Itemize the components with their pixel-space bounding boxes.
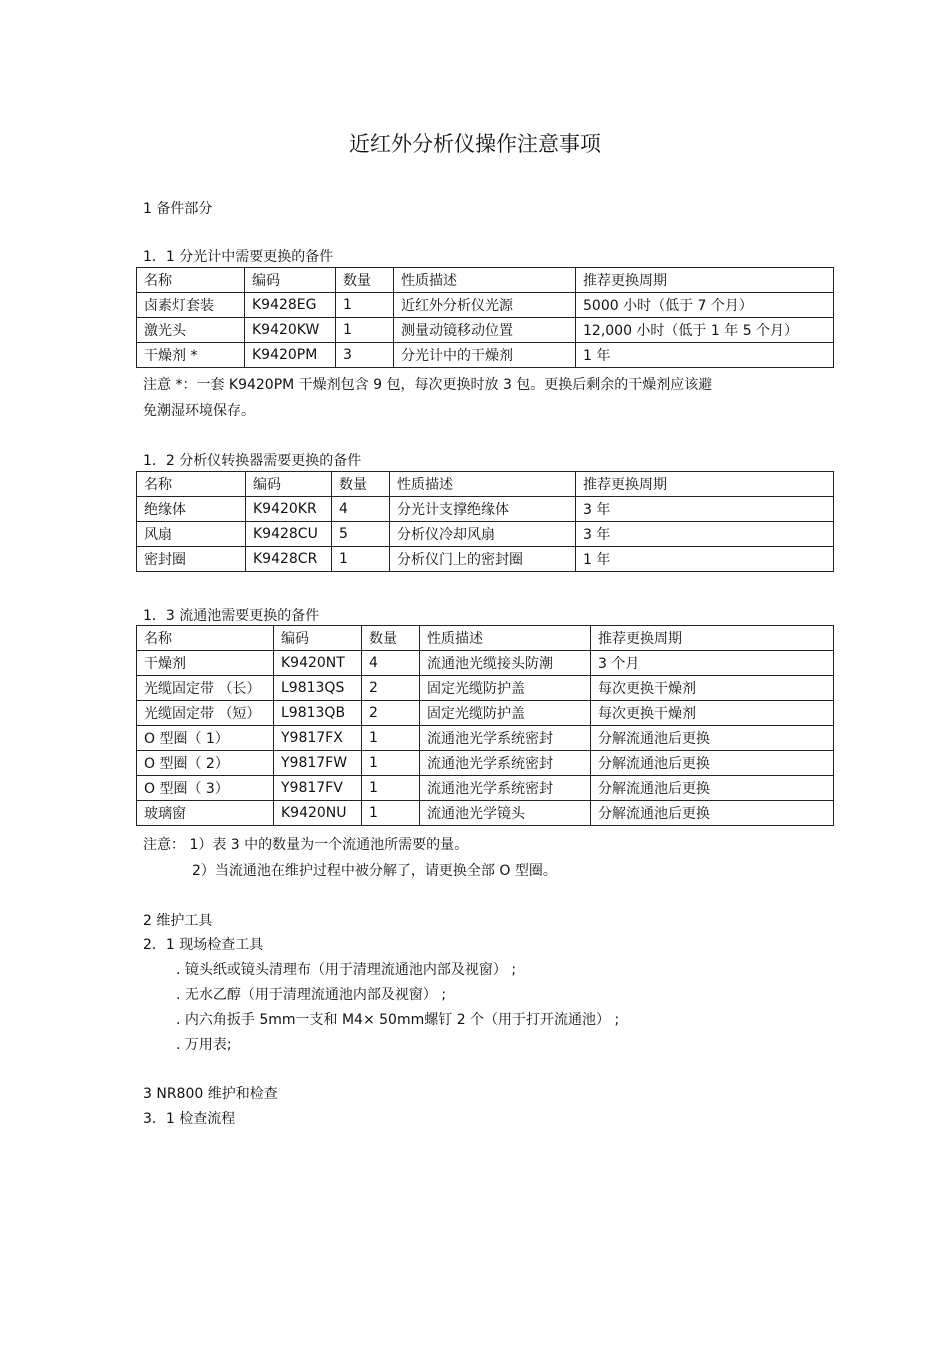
table-cell: 1 年	[576, 343, 834, 368]
table-cell: K9420NT	[274, 651, 362, 676]
table-header-cell: 名称	[137, 626, 274, 651]
table-cell: O 型圈（ 2）	[137, 751, 274, 776]
table-cell: 流通池光缆接头防潮	[420, 651, 591, 676]
section-2-1-heading: 2．1 现场检查工具	[143, 937, 264, 953]
table-cell: 3 年	[576, 497, 834, 522]
table-cell: 风扇	[137, 522, 246, 547]
table-header-cell: 推荐更换周期	[576, 268, 834, 293]
section-1-2-heading: 1．2 分析仪转换器需要更换的备件	[143, 453, 362, 469]
table-cell: 干燥剂 *	[137, 343, 245, 368]
table-cell: 3 年	[576, 522, 834, 547]
table-cell: O 型圈（ 3）	[137, 776, 274, 801]
table-cell: 玻璃窗	[137, 801, 274, 826]
table-cell: 分光计支撑绝缘体	[390, 497, 576, 522]
table-header-cell: 编码	[274, 626, 362, 651]
table-row	[137, 522, 834, 547]
table-cell: K9420NU	[274, 801, 362, 826]
table-cell: 分解流通池后更换	[591, 751, 834, 776]
table-cell: O 型圈（ 1）	[137, 726, 274, 751]
table-cell: L9813QB	[274, 701, 362, 726]
table-header-cell: 性质描述	[394, 268, 576, 293]
table-1-note-continued: 免潮湿环境保存。	[143, 403, 255, 419]
table-cell: L9813QS	[274, 676, 362, 701]
tool-item: . 内六角扳手 5mm一支和 M4× 50mm螺钉 2 个（用于打开流通池） ;	[176, 1012, 620, 1028]
table-cell: K9420KR	[246, 497, 332, 522]
table-header-cell: 名称	[137, 268, 245, 293]
section-1-1-heading: 1．1 分光计中需要更换的备件	[143, 249, 334, 265]
table-cell: 固定光缆防护盖	[420, 676, 591, 701]
table-row	[137, 776, 834, 801]
table-cell: 12,000 小时（低于 1 年 5 个月）	[576, 318, 834, 343]
table-row	[137, 497, 834, 522]
table-header-cell: 数量	[362, 626, 420, 651]
table-cell: 绝缘体	[137, 497, 246, 522]
table-row	[137, 651, 834, 676]
table-row	[137, 293, 834, 318]
table-header-cell: 数量	[332, 472, 390, 497]
table-cell: 1	[362, 726, 420, 751]
table-cell: Y9817FV	[274, 776, 362, 801]
table-cell: 分解流通池后更换	[591, 776, 834, 801]
table-cell: 激光头	[137, 318, 245, 343]
table-row	[137, 318, 834, 343]
table-3-note: 注意： 1）表 3 中的数量为一个流通池所需要的量。	[143, 837, 469, 853]
table-cell: 1	[336, 293, 394, 318]
table-cell: 每次更换干燥剂	[591, 676, 834, 701]
table-row	[137, 801, 834, 826]
table-row	[137, 726, 834, 751]
table-header-cell: 名称	[137, 472, 246, 497]
table-cell: Y9817FX	[274, 726, 362, 751]
table-header-cell: 编码	[245, 268, 336, 293]
table-cell: K9428CR	[246, 547, 332, 572]
table-row	[137, 343, 834, 368]
table-cell: 光缆固定带 （短）	[137, 701, 274, 726]
table-cell: 2	[362, 676, 420, 701]
table-cell: 流通池光学系统密封	[420, 726, 591, 751]
tool-item: . 万用表;	[176, 1037, 232, 1053]
table-cell: 流通池光学系统密封	[420, 751, 591, 776]
table-1-note: 注意 *：一套 K9420PM 干燥剂包含 9 包，每次更换时放 3 包。更换后剩余的干燥剂应该避	[143, 377, 713, 393]
table-cell: 卤素灯套装	[137, 293, 245, 318]
table-cell: 1 年	[576, 547, 834, 572]
table-cell: K9428EG	[245, 293, 336, 318]
table-cell: 固定光缆防护盖	[420, 701, 591, 726]
table-header-cell: 性质描述	[420, 626, 591, 651]
table-cell: 流通池光学镜头	[420, 801, 591, 826]
section-1-3-heading: 1．3 流通池需要更换的备件	[143, 608, 320, 624]
tool-item: . 镜头纸或镜头清理布（用于清理流通池内部及视窗） ;	[176, 962, 517, 978]
table-cell: 5000 小时（低于 7 个月）	[576, 293, 834, 318]
table-header-cell: 编码	[246, 472, 332, 497]
table-cell: 干燥剂	[137, 651, 274, 676]
table-cell: 2	[362, 701, 420, 726]
section-3-heading: 3 NR800 维护和检查	[143, 1086, 278, 1102]
table-cell: Y9817FW	[274, 751, 362, 776]
table-cell: 密封圈	[137, 547, 246, 572]
section-2-heading: 2 维护工具	[143, 913, 213, 929]
section-1-heading: 1 备件部分	[143, 201, 213, 217]
table-cell: 5	[332, 522, 390, 547]
table-row	[137, 547, 834, 572]
page-title: 近红外分析仪操作注意事项	[349, 132, 601, 156]
table-header-cell: 数量	[336, 268, 394, 293]
table-cell: 4	[362, 651, 420, 676]
table-header-cell: 性质描述	[390, 472, 576, 497]
table-3-note-2: 2）当流通池在维护过程中被分解了，请更换全部 O 型圈。	[192, 863, 557, 879]
table-cell: K9428CU	[246, 522, 332, 547]
table-row	[137, 751, 834, 776]
spare-parts-table-flow-cell	[136, 625, 834, 826]
table-row	[137, 701, 834, 726]
spare-parts-table-converter	[136, 471, 834, 572]
table-cell: 1	[336, 318, 394, 343]
table-cell: 分析仪门上的密封圈	[390, 547, 576, 572]
table-cell: 4	[332, 497, 390, 522]
table-cell: 流通池光学系统密封	[420, 776, 591, 801]
table-cell: 1	[362, 776, 420, 801]
table-cell: 分解流通池后更换	[591, 726, 834, 751]
table-header-row	[137, 626, 834, 651]
table-cell: K9420PM	[245, 343, 336, 368]
table-cell: 3	[336, 343, 394, 368]
table-cell: 3 个月	[591, 651, 834, 676]
table-cell: K9420KW	[245, 318, 336, 343]
table-cell: 1	[362, 751, 420, 776]
table-cell: 每次更换干燥剂	[591, 701, 834, 726]
table-cell: 分析仪冷却风扇	[390, 522, 576, 547]
table-header-row	[137, 268, 834, 293]
table-header-row	[137, 472, 834, 497]
spare-parts-table-spectrometer	[136, 267, 834, 368]
table-header-cell: 推荐更换周期	[591, 626, 834, 651]
table-cell: 分解流通池后更换	[591, 801, 834, 826]
tool-item: . 无水乙醇（用于清理流通池内部及视窗） ;	[176, 987, 447, 1003]
table-cell: 分光计中的干燥剂	[394, 343, 576, 368]
table-cell: 近红外分析仪光源	[394, 293, 576, 318]
section-3-1-heading: 3．1 检查流程	[143, 1111, 236, 1127]
table-header-cell: 推荐更换周期	[576, 472, 834, 497]
table-cell: 光缆固定带 （长）	[137, 676, 274, 701]
table-row	[137, 676, 834, 701]
table-cell: 1	[332, 547, 390, 572]
table-cell: 测量动镜移动位置	[394, 318, 576, 343]
table-cell: 1	[362, 801, 420, 826]
